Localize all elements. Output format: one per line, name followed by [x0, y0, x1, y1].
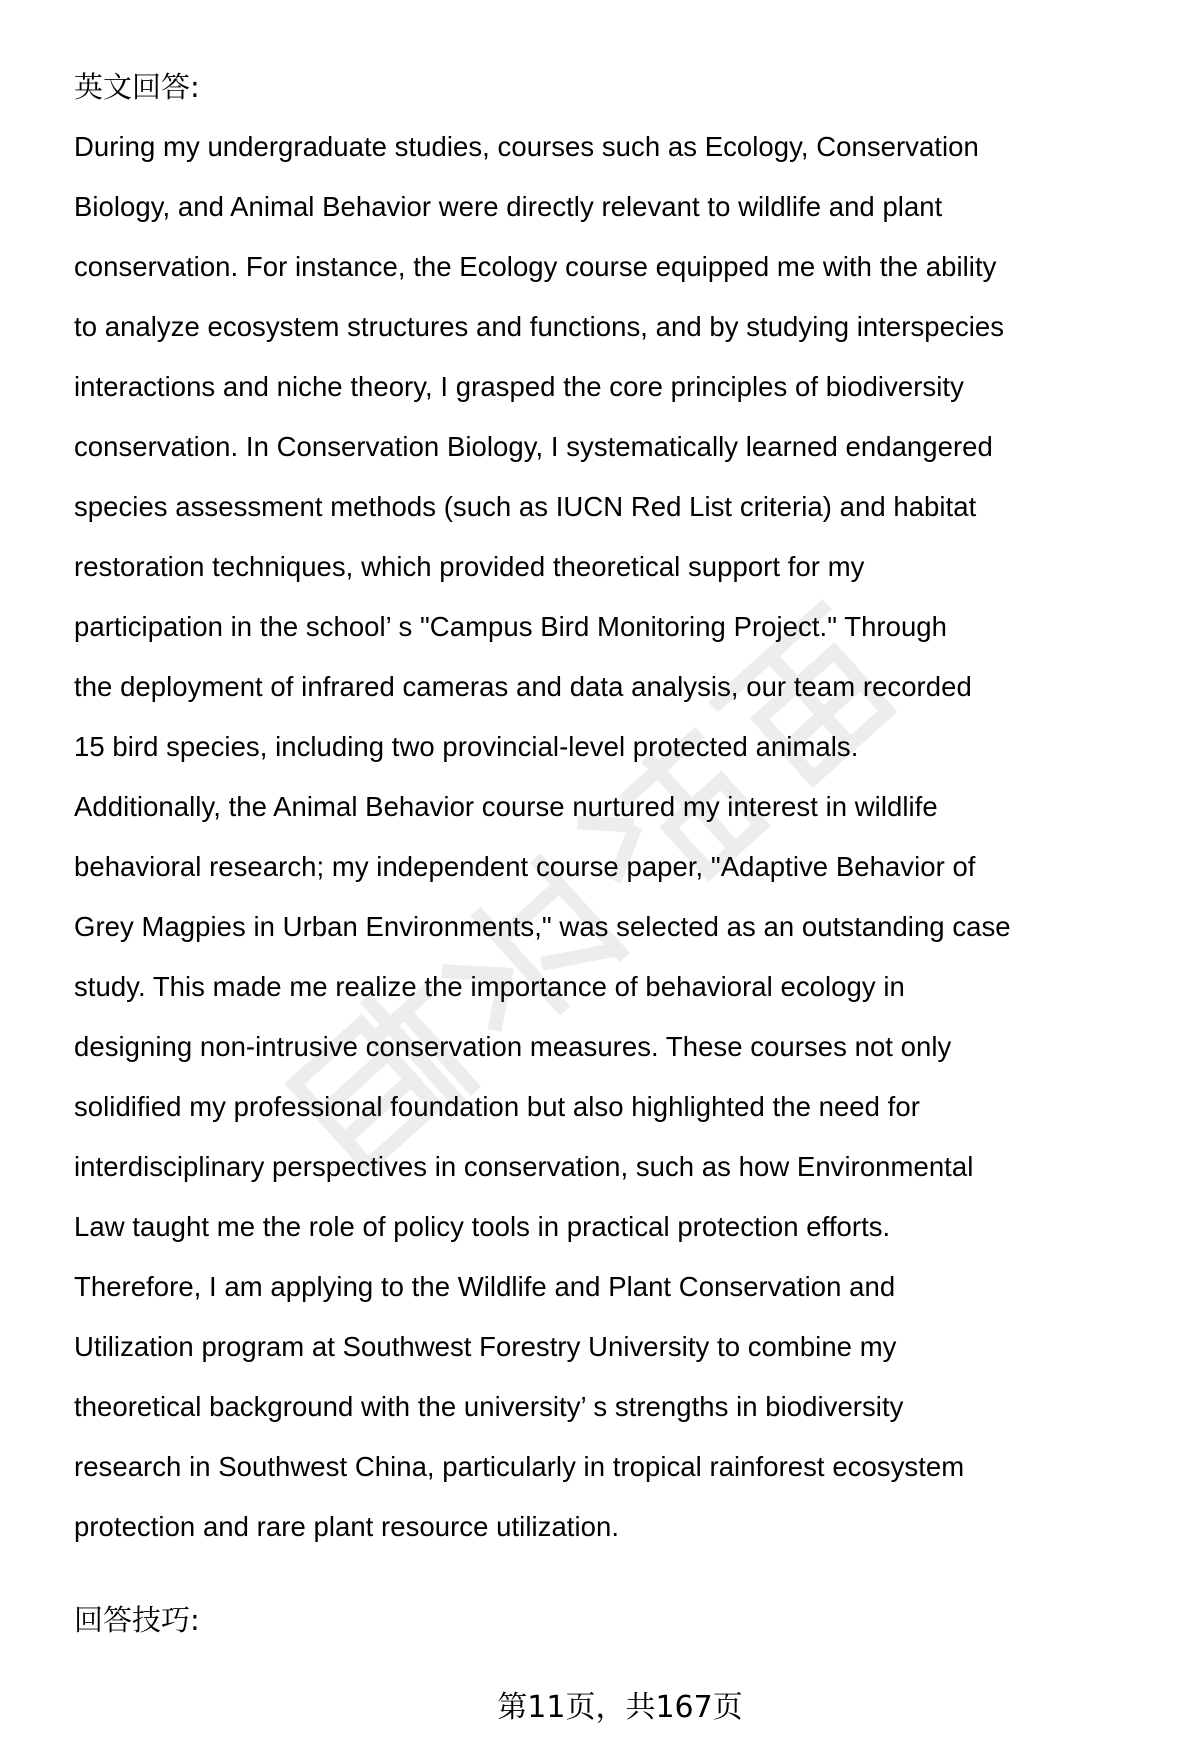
paragraph-line: research in Southwest China, particularly in tropical rainforest ecosystem — [74, 1451, 965, 1482]
paragraph-line: Utilization program at Southwest Forestry University to combine my — [74, 1331, 897, 1362]
paragraph-line: species assessment methods (such as IUCN Red List criteria) and habitat — [74, 491, 977, 522]
page-number-footer: 第11页，共167页 — [497, 1690, 743, 1725]
paragraph-line: to analyze ecosystem structures and functions, and by studying interspecies — [74, 311, 1005, 342]
paragraph-line: interactions and niche theory, I grasped the core principles of biodiversity — [74, 371, 964, 402]
paragraph-line: behavioral research; my independent course paper, "Adaptive Behavior of — [74, 851, 976, 882]
paragraph-line: During my undergraduate studies, courses such as Ecology, Conservation — [74, 131, 979, 162]
paragraph-line: participation in the school’ s "Campus Bird Monitoring Project." Through — [74, 611, 947, 642]
section-heading-answer-tips: 回答技巧: — [74, 1603, 200, 1637]
paragraph-line: the deployment of infrared cameras and data analysis, our team recorded — [74, 671, 972, 702]
paragraph-line: theoretical background with the university’ s strengths in biodiversity — [74, 1391, 904, 1422]
paragraph-line: restoration techniques, which provided theoretical support for my — [74, 551, 865, 582]
paragraph-line: Additionally, the Animal Behavior course nurtured my interest in wildlife — [74, 791, 938, 822]
paragraph-line: Law taught me the role of policy tools in practical protection efforts. — [74, 1211, 891, 1242]
section-heading-english-answer: 英文回答: — [74, 70, 200, 104]
paragraph-line: conservation. For instance, the Ecology course equipped me with the ability — [74, 251, 997, 282]
paragraph-line: protection and rare plant resource utilization. — [74, 1511, 620, 1542]
paragraph-line: designing non-intrusive conservation measures. These courses not only — [74, 1031, 952, 1062]
paragraph-line: solidified my professional foundation but also highlighted the need for — [74, 1091, 920, 1122]
paragraph-line: Therefore, I am applying to the Wildlife and Plant Conservation and — [74, 1271, 896, 1302]
answer-paragraph — [74, 117, 1011, 1557]
paragraph-line: study. This made me realize the importance of behavioral ecology in — [74, 971, 905, 1002]
paragraph-line: 15 bird species, including two provincial-level protected animals. — [74, 731, 859, 762]
paragraph-line: Grey Magpies in Urban Environments," was selected as an outstanding case — [74, 911, 1011, 942]
paragraph-line: conservation. In Conservation Biology, I systematically learned endangered — [74, 431, 993, 462]
paragraph-line: interdisciplinary perspectives in conservation, such as how Environmental — [74, 1151, 974, 1182]
paragraph-line: Biology, and Animal Behavior were directly relevant to wildlife and plant — [74, 191, 943, 222]
